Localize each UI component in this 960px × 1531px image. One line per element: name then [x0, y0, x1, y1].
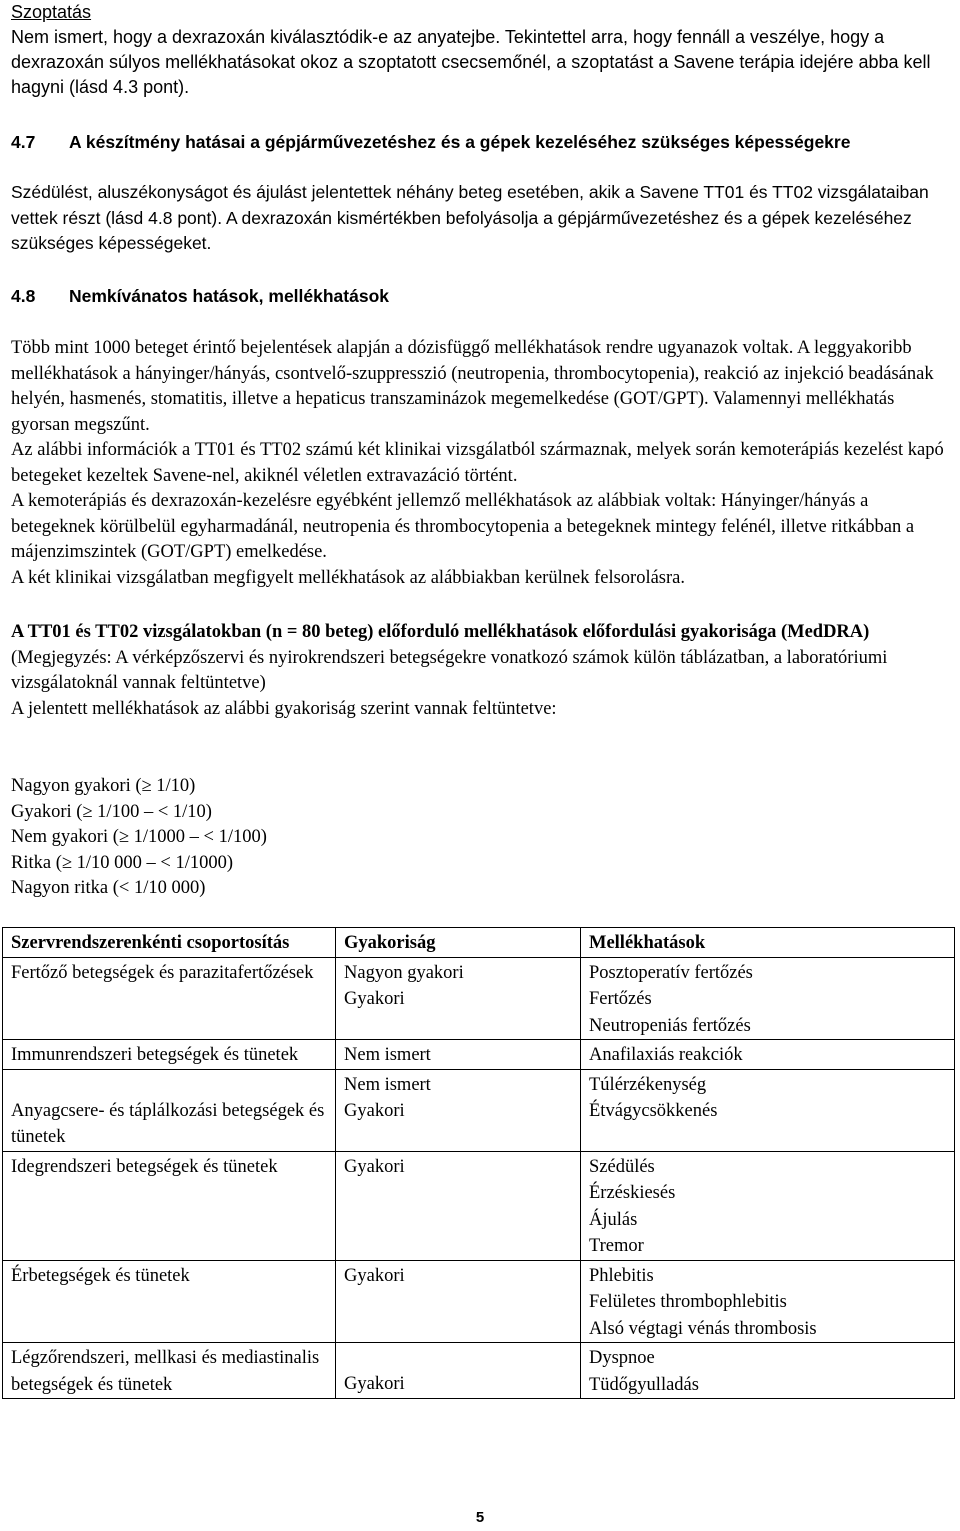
effect-value: Neutropeniás fertőzés	[589, 1015, 751, 1036]
section-4-8-body	[11, 336, 946, 591]
effect-value: Ájulás	[589, 1209, 638, 1230]
table-note: (Megjegyzés: A vérképzőszervi és nyirokrendszeri betegségekre vonatkozó számok külön táblázatban, a laboratóriumi vizsgálatoknál vannak feltüntetve)	[11, 647, 888, 693]
effect-value: Alsó végtagi vénás thrombosis	[589, 1318, 817, 1339]
effects-cell	[581, 1040, 955, 1070]
table-header-row	[3, 928, 955, 958]
effect-value: Anafilaxiás reakciók	[589, 1045, 743, 1065]
table-row	[3, 957, 955, 1040]
frequency-cell	[336, 957, 581, 1040]
breastfeeding-title: Szoptatás	[11, 2, 92, 22]
effects-cell	[581, 1260, 955, 1343]
frequency-value: Gyakori	[344, 1265, 405, 1286]
section-4-8-heading	[11, 284, 946, 310]
effect-value: Túlérzékenység	[589, 1074, 707, 1095]
page-number: 5	[475, 1509, 485, 1526]
header-adverse-reactions: Mellékhatások	[581, 928, 955, 958]
effect-value: Dyspnoe	[589, 1348, 655, 1368]
adverse-reactions-table	[2, 927, 955, 1399]
table-row	[3, 1260, 955, 1343]
table-row	[3, 1343, 955, 1399]
table-title: A TT01 és TT02 vizsgálatokban (n = 80 beteg) előforduló mellékhatások előfordulási gyakorisága (MedDRA)	[11, 622, 870, 642]
effect-value: Érzéskiesés	[589, 1183, 676, 1203]
section-4-7-text: Szédülést, aluszékonyságot és ájulást jelentettek néhány beteg esetében, akik a Savene TT01 és TT02 vizsgálataiban vettek részt (lásd 4.8 pont). A dexrazoxán kismértékben befolyásolja a gépjárművezetéshez és a gépek kezeléséhez szükséges képességeket.	[11, 182, 929, 253]
paragraph-2: Az alábbi információk a TT01 és TT02 számú két klinikai vizsgálatból származnak, melyek során kemoterápiás kezelést kapó betegeket kezeltek Savene-nel, akiknél véletlen extravazáció történt.	[11, 440, 944, 486]
table-intro	[11, 620, 946, 722]
breastfeeding-section	[11, 0, 946, 100]
effect-value: Phlebitis	[589, 1265, 654, 1286]
frequency-item: Gyakori (≥ 1/100 – < 1/10)	[11, 801, 212, 822]
effects-cell	[581, 1151, 955, 1260]
effect-value: Fertőzés	[589, 989, 652, 1009]
frequency-intro: A jelentett mellékhatások az alábbi gyakoriság szerint vannak feltüntetve:	[11, 698, 557, 719]
frequency-item: Nagyon ritka (< 1/10 000)	[11, 878, 206, 898]
frequency-cell	[336, 1260, 581, 1343]
section-4-7-title: A készítmény hatásai a gépjárművezetéshez és a gépek kezeléséhez szükséges képességekre	[69, 132, 851, 152]
frequency-item: Nagyon gyakori (≥ 1/10)	[11, 776, 196, 796]
frequency-cell	[336, 1069, 581, 1151]
effect-value: Tüdőgyulladás	[589, 1374, 699, 1395]
organ-cell: Idegrendszeri betegségek és tünetek	[3, 1151, 336, 1260]
header-frequency: Gyakoriság	[336, 928, 581, 958]
section-4-8-number: 4.8	[11, 286, 36, 306]
effects-cell	[581, 1069, 955, 1151]
organ-cell: Légzőrendszeri, mellkasi és mediastinalis betegségek és tünetek	[3, 1343, 336, 1399]
effect-value: Posztoperatív fertőzés	[589, 962, 753, 983]
frequency-item: Ritka (≥ 1/10 000 – < 1/1000)	[11, 852, 234, 873]
frequency-value: Gyakori	[344, 1374, 405, 1394]
effect-value: Étvágycsökkenés	[589, 1101, 718, 1121]
table-row	[3, 1151, 955, 1260]
section-4-8-title: Nemkívánatos hatások, mellékhatások	[69, 286, 390, 306]
effect-value: Tremor	[589, 1236, 644, 1256]
frequency-value: Nem ismert	[344, 1045, 431, 1065]
frequency-value: Gyakori	[344, 989, 405, 1009]
paragraph-4: A két klinikai vizsgálatban megfigyelt mellékhatások az alábbiakban kerülnek felsorolásra.	[11, 567, 685, 588]
table-row	[3, 1040, 955, 1070]
organ-cell: Fertőző betegségek és parazitafertőzések	[3, 957, 336, 1040]
frequency-cell	[336, 1040, 581, 1070]
effects-cell	[581, 957, 955, 1040]
organ-cell: Anyagcsere- és táplálkozási betegségek és tünetek	[3, 1069, 336, 1151]
effect-value: Felületes thrombophlebitis	[589, 1292, 787, 1312]
paragraph-1: Több mint 1000 beteget érintő bejelentések alapján a dózisfüggő mellékhatások rendre ugyanazok voltak. A leggyakoribb mellékhatások a hányinger/hányás, csontvelő-szuppresszió (neutropenia, thrombocytopenia), reakció az injekció beadásának helyén, hasmenés, stomatitis, illetve a hepaticus transzaminázok megemelkedése (GOT/GPT). Valamennyi mellékhatás gyorsan megszűnt.	[11, 338, 934, 435]
frequency-value: Nagyon gyakori	[344, 962, 464, 983]
frequency-value: Gyakori	[344, 1101, 405, 1121]
frequency-cell	[336, 1343, 581, 1399]
frequency-cell	[336, 1151, 581, 1260]
paragraph-3: A kemoterápiás és dexrazoxán-kezelésre egyébként jellemző mellékhatások az alábbiak voltak: Hányinger/hányás a betegeknek körülbelül egyharmadánál, neutropenia és thrombocytopenia a betegeknek mintegy felénél, illetve ritkábban a májenzimszintek (GOT/GPT) emelkedése.	[11, 491, 915, 562]
section-4-7-heading	[11, 130, 946, 156]
frequency-value: Gyakori	[344, 1156, 405, 1177]
section-4-7-number: 4.7	[11, 132, 36, 152]
frequency-value: Nem ismert	[344, 1074, 431, 1095]
organ-cell: Immunrendszeri betegségek és tünetek	[3, 1040, 336, 1070]
table-row	[3, 1069, 955, 1151]
effects-cell	[581, 1343, 955, 1399]
frequency-item: Nem gyakori (≥ 1/1000 – < 1/100)	[11, 827, 267, 847]
header-organ-class: Szervrendszerenkénti csoportosítás	[3, 928, 336, 958]
breastfeeding-text: Nem ismert, hogy a dexrazoxán kiválasztódik-e az anyatejbe. Tekintettel arra, hogy fennáll a veszélye, hogy a dexrazoxán súlyos mellékhatásokat okoz a szoptatott csecsemőnél, a szoptatást a Savene terápia idejére abba kell hagyni (lásd 4.3 pont).	[11, 27, 931, 97]
organ-cell: Érbetegségek és tünetek	[3, 1260, 336, 1343]
effect-value: Szédülés	[589, 1156, 655, 1177]
frequency-list	[11, 774, 946, 902]
